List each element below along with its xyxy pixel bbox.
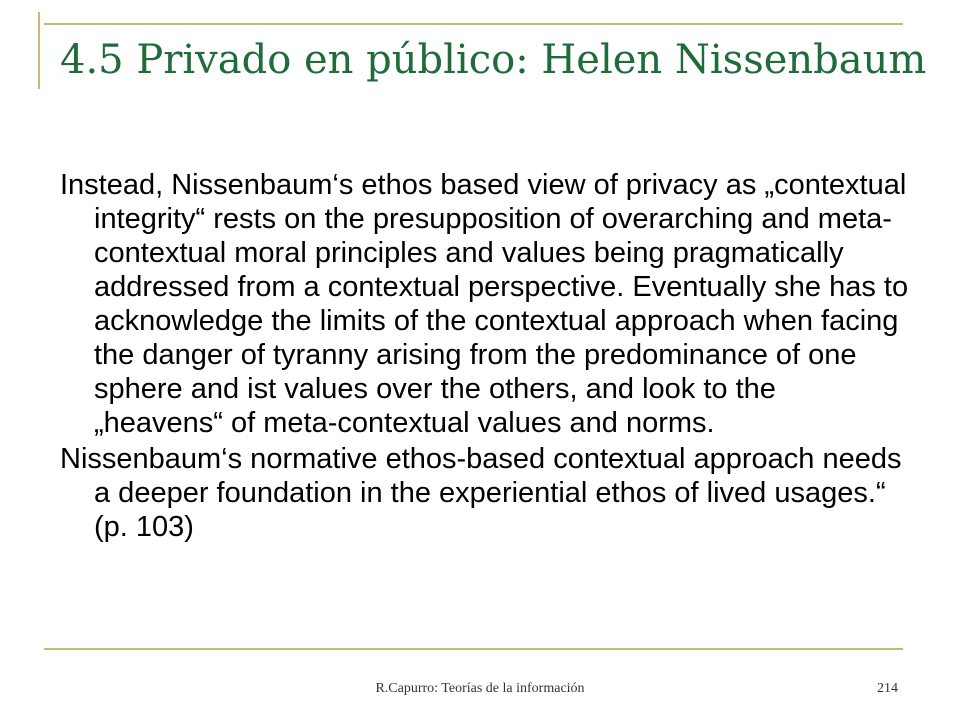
footer-page-number: 214 [877, 681, 898, 696]
bottom-rule [44, 648, 903, 650]
slide-body [60, 168, 910, 546]
slide-title: 4.5 Privado en público: Helen Nissenbaum [60, 37, 927, 83]
footer-source: R.Capurro: Teorías de la información [375, 681, 585, 696]
left-rule [38, 12, 40, 89]
body-paragraph-1: Instead, Nissenbaum‘s ethos based view of privacy as „contextual integrity“ rests on the presupposition of overarching and meta-contextual moral principles and values being pragmatically addressed from a contextual perspective. Eventually she has to acknowledge the limits of the contextual approach when facing the danger of tyranny arising from the predominance of one sphere and ist values over the others, and look to the „heavens“ of meta-contextual values and norms. [60, 169, 909, 439]
body-paragraph-2: Nissenbaum‘s normative ethos-based contextual approach needs a deeper foundation in the experiential ethos of lived usages.“ (p. 103) [60, 443, 902, 543]
top-rule [44, 23, 903, 25]
